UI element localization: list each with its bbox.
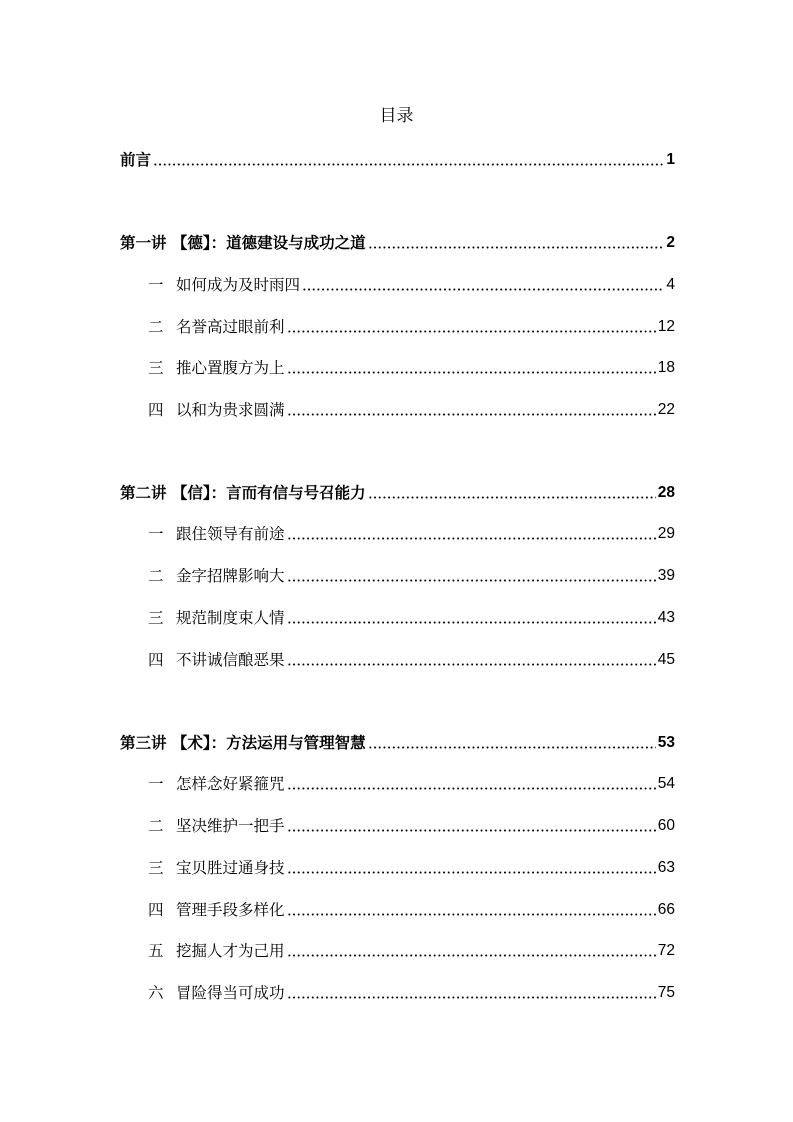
dot-leader	[287, 954, 656, 957]
toc-entry-title: 规范制度束人情	[176, 609, 285, 627]
toc-entry-number: 四	[148, 901, 164, 919]
toc-page-number: 39	[657, 567, 675, 584]
dot-leader	[287, 871, 656, 874]
toc-page-number: 63	[657, 859, 675, 876]
dot-leader	[287, 787, 656, 790]
toc-entry-number: 五	[148, 942, 164, 960]
toc-entry-label	[148, 939, 285, 963]
toc-entry-number: 二	[148, 817, 164, 835]
toc-entry-number: 二	[148, 318, 164, 336]
toc-entry-title: 推心置腹方为上	[176, 359, 285, 377]
toc-page-number: 54	[657, 775, 675, 792]
toc-sub-entry[interactable]	[148, 606, 675, 630]
toc-sub-entry[interactable]	[148, 522, 675, 546]
dot-leader	[287, 996, 656, 999]
toc-entry-title: 跟住领导有前途	[176, 525, 285, 543]
toc-entry-title: 不讲诚信酿恶果	[176, 651, 285, 669]
toc-page-number: 29	[657, 525, 675, 542]
toc-entry-title: 挖掘人才为己用	[176, 942, 285, 960]
dot-leader	[287, 579, 656, 582]
toc-page-number: 12	[657, 318, 675, 335]
toc-entry-number: 一	[148, 276, 164, 294]
dot-leader	[287, 371, 656, 374]
toc-page-number: 45	[657, 651, 675, 668]
toc-entry-label	[148, 522, 285, 546]
toc-entry-number: 一	[148, 775, 164, 793]
toc-entry-label	[148, 648, 285, 672]
toc-entry-number: 三	[148, 609, 164, 627]
toc-entry-label	[148, 898, 285, 922]
toc-page-number: 4	[666, 276, 675, 293]
toc-entry-number: 四	[148, 401, 164, 419]
toc-section-heading[interactable]	[120, 231, 675, 255]
toc-entry-preface[interactable]	[120, 148, 675, 172]
toc-entry-title: 金字招牌影响大	[176, 567, 285, 585]
toc-sub-entry[interactable]	[148, 648, 675, 672]
toc-section-heading[interactable]	[120, 731, 675, 755]
toc-entry-label	[148, 606, 285, 630]
toc-entry-label	[148, 273, 300, 297]
toc-entry-number: 一	[148, 525, 164, 543]
toc-page-number: 1	[666, 151, 675, 168]
toc-section-heading[interactable]	[120, 481, 675, 505]
toc-entry-title: 管理手段多样化	[176, 901, 285, 919]
toc-entry-number: 三	[148, 859, 164, 877]
dot-leader	[287, 330, 656, 333]
toc-sub-entry[interactable]	[148, 898, 675, 922]
toc-entry-title: 以和为贵求圆满	[176, 401, 285, 419]
toc-page-number: 66	[657, 901, 675, 918]
dot-leader	[287, 537, 656, 540]
toc-entry-label	[148, 772, 285, 796]
toc-sub-entry[interactable]	[148, 315, 675, 339]
toc-entry-title: 如何成为及时雨四	[176, 276, 301, 294]
toc-page-number: 43	[657, 609, 675, 626]
toc-entry-label	[148, 315, 285, 339]
toc-entry-number: 三	[148, 359, 164, 377]
toc-page-number: 22	[657, 401, 675, 418]
toc-entry-number: 二	[148, 567, 164, 585]
toc-sub-entry[interactable]	[148, 564, 675, 588]
toc-sub-entry[interactable]	[148, 981, 675, 1005]
toc-entry-title: 名誉高过眼前利	[176, 318, 285, 336]
toc-entry-label	[148, 564, 285, 588]
toc-entry-label	[148, 856, 285, 880]
dot-leader	[287, 413, 656, 416]
toc-page-number: 28	[657, 484, 675, 501]
toc-entry-number: 六	[148, 984, 164, 1002]
dot-leader	[287, 913, 656, 916]
toc-sub-entry[interactable]	[148, 939, 675, 963]
toc-entry-label: 第一讲 【德】：道德建设与成功之道	[120, 234, 366, 252]
toc-sub-entry[interactable]	[148, 398, 675, 422]
toc-page-number: 2	[666, 234, 675, 251]
toc-sub-entry[interactable]	[148, 772, 675, 796]
toc-entry-title: 怎样念好紧箍咒	[176, 775, 285, 793]
dot-leader	[287, 663, 656, 666]
toc-entry-label	[148, 981, 285, 1005]
toc-page-number: 72	[657, 942, 675, 959]
dot-leader	[368, 246, 665, 249]
toc-entry-label	[148, 814, 285, 838]
dot-leader	[368, 496, 656, 499]
toc-entry-number: 四	[148, 651, 164, 669]
toc-sub-entry[interactable]	[148, 356, 675, 380]
toc-page-number: 53	[657, 734, 675, 751]
toc-entry-label: 前言	[120, 151, 152, 169]
toc-entry-label: 第三讲 【术】：方法运用与管理智慧	[120, 734, 366, 752]
dot-leader	[302, 288, 664, 291]
dot-leader	[153, 163, 664, 166]
toc-entry-title: 宝贝胜过通身技	[176, 859, 285, 877]
toc-entry-title: 坚决维护一把手	[176, 817, 285, 835]
dot-leader	[368, 746, 656, 749]
dot-leader	[287, 829, 656, 832]
toc-sub-entry[interactable]	[148, 856, 675, 880]
toc-page-number: 75	[657, 984, 675, 1001]
toc-entry-label	[148, 398, 285, 422]
toc-page-number: 18	[657, 359, 675, 376]
toc-sub-entry[interactable]	[148, 814, 675, 838]
toc-entry-label	[148, 356, 285, 380]
toc-sub-entry[interactable]	[148, 273, 675, 297]
dot-leader	[287, 621, 656, 624]
toc-entry-title: 冒险得当可成功	[176, 984, 285, 1002]
toc-entry-label: 第二讲 【信】：言而有信与号召能力	[120, 484, 366, 502]
toc-title: 目录	[379, 106, 414, 126]
toc-page-number: 60	[657, 817, 675, 834]
